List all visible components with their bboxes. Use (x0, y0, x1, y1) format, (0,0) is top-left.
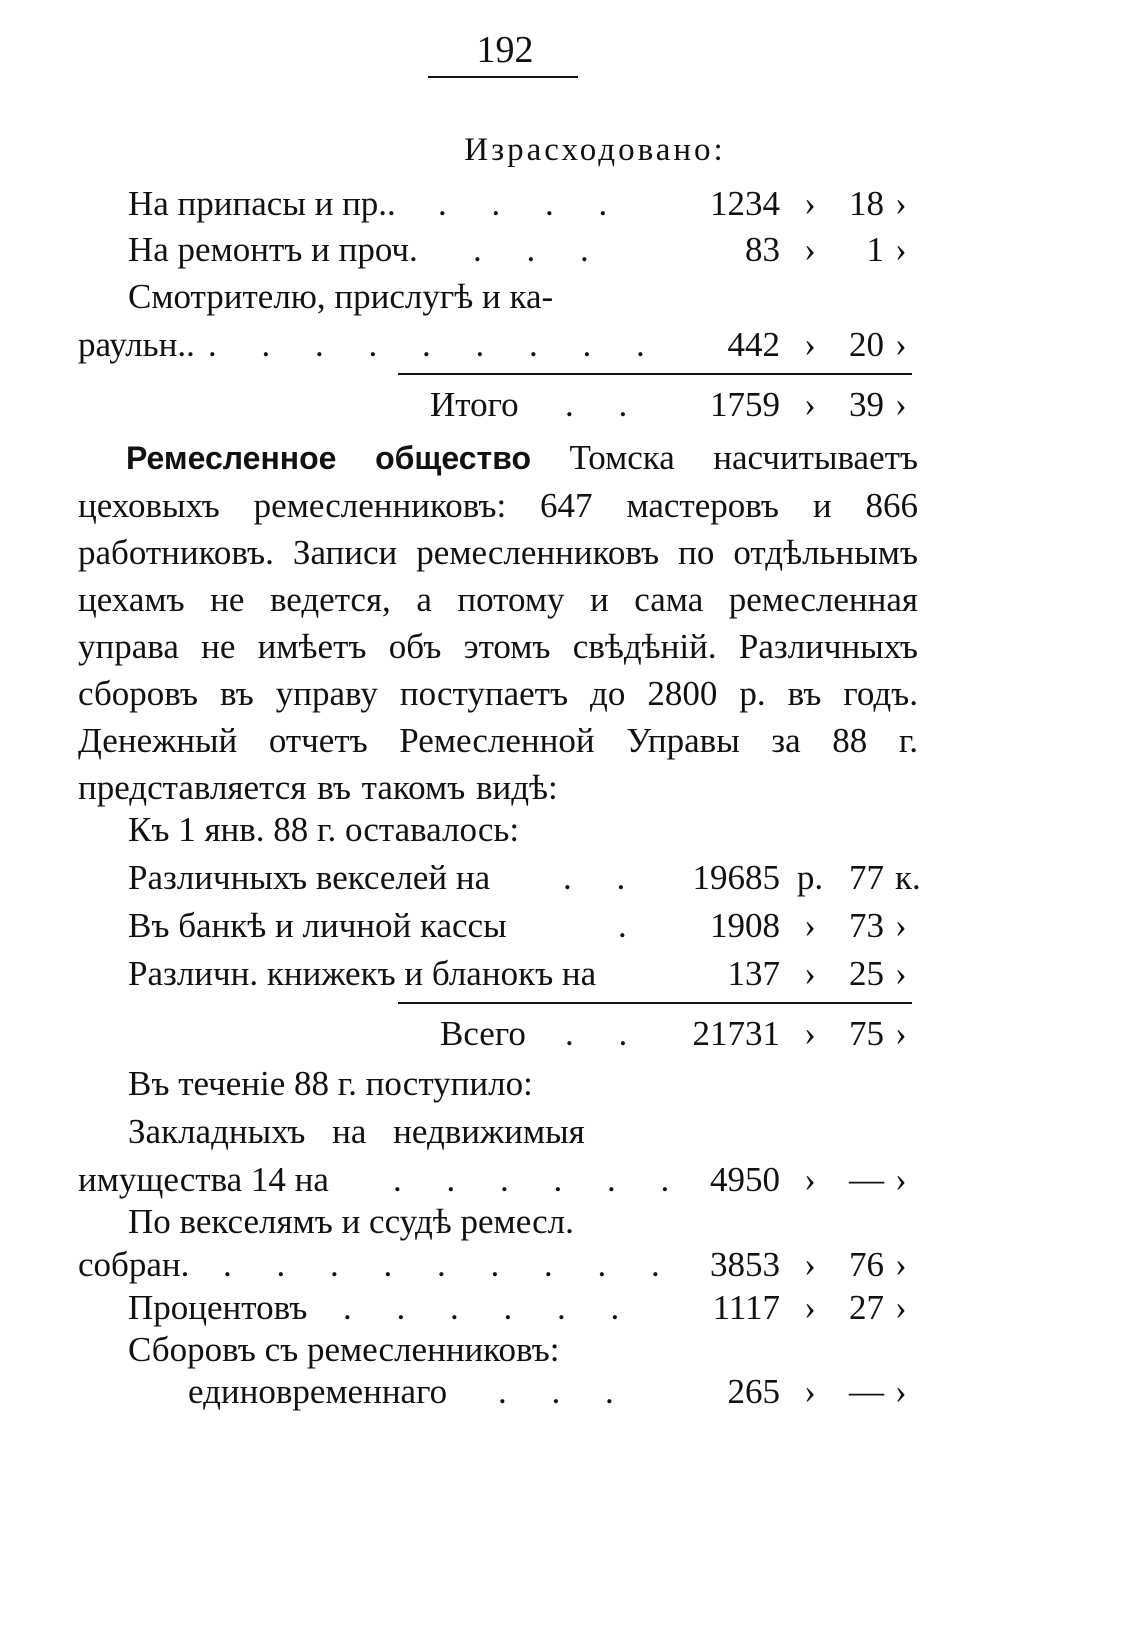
ledger-row-values (0, 952, 1140, 996)
row-subamount: — (849, 1160, 884, 1199)
row-label: Различн. книжекъ и бланокъ на (128, 954, 597, 993)
ditto-mark: › (804, 954, 816, 993)
row-subamount: 76 (849, 1245, 884, 1284)
row-amount: 83 (745, 230, 780, 269)
row-label: Въ банкѣ и личной кассы (128, 906, 507, 945)
ledger-row-values (0, 1370, 1140, 1414)
ditto-mark: › (895, 1372, 907, 1411)
ledger-row-values (0, 1158, 1140, 1202)
leader-dots: . . . . . . (393, 1160, 688, 1199)
ledger-row (128, 1110, 688, 1154)
row-label: Сборовъ съ ремесленниковъ: (128, 1330, 560, 1369)
row-label: Различныхъ векселей на (128, 858, 491, 897)
paragraph-text: Томска насчитываетъ цеховыхъ ремесленниковъ: 647 мастеровъ и 866 работниковъ. Записи ремесленниковъ по отдѣльнымъ цехамъ не ведется, а потому и сама ремесленная управа не имѣетъ объ этомъ свѣдѣній. Различныхъ сборовъ въ управу поступаетъ до 2800 р. въ годъ. Денежный отчетъ Ремесленной Управы за 88 г. представляется въ такомъ видѣ: (78, 438, 919, 807)
row-amount: 1908 (710, 906, 780, 945)
ledger-row-values (0, 856, 1140, 900)
row-subamount: 77 (849, 858, 884, 897)
total-row-values (0, 383, 1140, 427)
row-amount: 137 (727, 954, 780, 993)
page-number-rule (428, 76, 578, 78)
sum-rule (398, 1002, 912, 1004)
paragraph-lead: Ремесленное общество (126, 440, 532, 476)
row-amount: 1117 (712, 1288, 780, 1327)
ditto-mark: › (804, 230, 816, 269)
ditto-mark: › (895, 906, 907, 945)
page-number: 192 (476, 29, 534, 71)
ledger-row-values (0, 904, 1140, 948)
leader-dots: . . (563, 858, 644, 897)
ditto-mark: › (895, 1288, 907, 1327)
ditto-mark: › (895, 385, 907, 424)
ditto-mark: › (804, 1160, 816, 1199)
leader-dots: . . . . (438, 184, 626, 223)
row-label: имущества 14 на (78, 1160, 329, 1199)
row-amount: 442 (727, 325, 780, 364)
total-amount: 1759 (710, 385, 780, 424)
row-subamount: — (849, 1372, 884, 1411)
ditto-mark: › (804, 1288, 816, 1327)
ditto-mark: › (895, 184, 907, 223)
row-amount: 1234 (710, 184, 780, 223)
ditto-mark: › (804, 906, 816, 945)
row-label: собран. (78, 1245, 190, 1284)
row-label: раульн.. (78, 325, 195, 364)
ditto-mark: › (804, 1245, 816, 1284)
row-label: Смотрителю, прислугѣ и ка- (128, 277, 554, 316)
ledger-row-values (0, 1243, 1140, 1287)
leader-dots: . (618, 906, 645, 945)
row-label: Закладныхъ на недвижимыя (128, 1112, 585, 1151)
spent-heading: Израсходовано: (464, 132, 726, 168)
row-subamount: 20 (849, 325, 884, 364)
ledger-row-values (0, 323, 1140, 367)
ledger-row-values (0, 228, 1140, 272)
ledger-row (128, 1200, 688, 1244)
leader-dots: . . . . . . . . . (208, 325, 663, 364)
total-subamount: 75 (849, 1014, 884, 1053)
row-subamount: 73 (849, 906, 884, 945)
remained-heading: Къ 1 янв. 88 г. оставалось: (128, 810, 520, 849)
ditto-mark: › (895, 230, 907, 269)
leader-dots: . . . . . . (343, 1288, 638, 1327)
ditto-mark: › (895, 1245, 907, 1284)
row-label: Процентовъ (128, 1288, 308, 1327)
ditto-mark: › (895, 325, 907, 364)
row-amount: 3853 (710, 1245, 780, 1284)
row-label: На припасы и пр.. (128, 184, 396, 223)
ditto-mark: › (895, 1014, 907, 1053)
row-subamount: 25 (849, 954, 884, 993)
ditto-mark: › (804, 385, 816, 424)
body-paragraph (78, 434, 918, 811)
row-label: единовременнаго (188, 1372, 448, 1411)
total-subamount: 39 (849, 385, 884, 424)
ledger-row-values (0, 1286, 1140, 1330)
row-subamount: 1 (866, 230, 884, 269)
ledger-row (128, 1328, 688, 1372)
leader-dots: . . (565, 385, 646, 424)
total-label: Всего (440, 1014, 526, 1053)
leader-dots: . . . . . . . . . (223, 1245, 678, 1284)
ledger-row (128, 275, 948, 319)
row-subamount: 18 (849, 184, 884, 223)
row-amount: 19685 (692, 858, 780, 897)
leader-dots: . . . (473, 230, 607, 269)
row-subamount: 27 (849, 1288, 884, 1327)
ditto-mark: › (804, 184, 816, 223)
row-label: По векселямъ и ссудѣ ремесл. (128, 1202, 574, 1241)
total-label: Итого (430, 385, 519, 424)
rubles-mark: р. (796, 858, 824, 897)
total-row-values (0, 1012, 1140, 1056)
leader-dots: . . . (498, 1372, 632, 1411)
row-amount: 265 (727, 1372, 780, 1411)
ditto-mark: › (804, 1014, 816, 1053)
ditto-mark: › (804, 325, 816, 364)
ditto-mark: › (895, 954, 907, 993)
row-label: На ремонтъ и проч. (128, 230, 418, 269)
ledger-row-values (0, 182, 1140, 226)
leader-dots: . . (565, 1014, 646, 1053)
ditto-mark: › (895, 1160, 907, 1199)
ditto-mark: › (804, 1372, 816, 1411)
total-amount: 21731 (692, 1014, 780, 1053)
received-heading: Въ теченіе 88 г. поступило: (128, 1064, 533, 1103)
sum-rule (398, 373, 912, 375)
kopecks-mark: к. (895, 858, 921, 897)
row-amount: 4950 (710, 1160, 780, 1199)
